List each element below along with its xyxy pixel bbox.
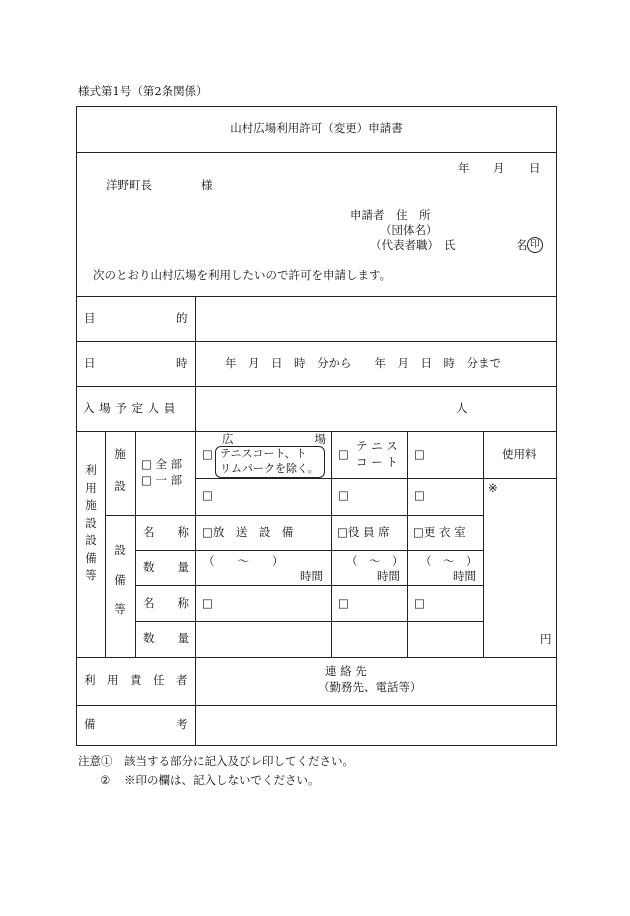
plaza-note-line2: リムパークを除く。 [220,462,319,475]
representative-label: （代表者職） [370,238,439,252]
notes-heading: 注意① [78,754,113,768]
row-divider [76,705,557,706]
label-char: 備 [85,550,97,565]
row-divider [135,621,483,622]
row-divider [76,386,557,387]
label-char: 設 [114,478,126,493]
scope-partial-checkbox[interactable]: □ 一 部 [141,473,183,487]
table-border-right [556,106,557,745]
tennis-label-line1: テ ニ ス [356,439,398,453]
attendees-label: 入 場 予 定 人 員 [83,401,176,415]
fee-unit: 円 [540,632,552,646]
seal-mark: 印 [527,237,543,253]
datetime-label: 日 時 [84,356,188,370]
row-divider [195,478,483,479]
row-divider [76,341,557,342]
address-label: 住 所 [396,208,431,222]
hours-unit: 時間 [453,569,476,583]
remarks-label: 備 考 [84,717,188,731]
tennis-court-checkbox[interactable]: □ [338,447,349,461]
section-divider [105,431,106,657]
label-char: 施 [114,447,126,461]
plaza-head-left: 広 [222,432,234,446]
row-divider [135,550,483,551]
contact-label: 連 絡 先 [325,664,367,678]
header-divider [76,296,557,297]
equipment-name-label: 名 称 [143,525,189,539]
changing-room-checkbox[interactable]: □更 衣 室 [413,525,466,539]
date-year: 年 [458,161,470,175]
column-divider [407,431,408,657]
facility-other-checkbox[interactable]: □ [414,488,425,502]
plaza-head-right: 場 [314,432,326,446]
attendees-unit: 人 [456,401,468,415]
equipment-qty-label: 数 量 [143,631,189,645]
purpose-field[interactable] [200,302,550,336]
label-char: 等 [85,568,97,582]
label-char: 設 [85,515,97,530]
title-divider [76,152,557,153]
facility-label [113,449,127,498]
row-divider [105,515,483,516]
label-char: 施 [85,498,97,512]
plaza-note-line1: テニスコート、ト [220,447,307,460]
addressee-honorific: 様 [201,178,213,192]
responsible-person-label: 利 用 責 任 者 [84,673,188,687]
blank-facility-checkbox[interactable]: □ [414,447,425,461]
equipment-other-checkbox[interactable]: □ [338,596,349,610]
note-2: ※印の欄は、記入しないでください。 [124,773,320,787]
addressee-name: 洋野町長 [106,178,152,192]
equipment-other-checkbox[interactable]: □ [414,596,425,610]
label-char: 設 [85,533,97,547]
table-border-top [76,106,557,107]
fee-column-divider [483,431,484,657]
label-char: 備 [114,572,126,587]
column-divider [331,431,332,657]
fee-reserved-mark: ※ [488,481,498,495]
time-range[interactable]: （ ～ ） [203,554,284,568]
form-number: 様式第1号（第2条関係） [78,84,208,98]
datetime-value[interactable]: 年 月 日 時 分から 年 月 日 時 分まで [225,356,501,370]
form-title: 山村広場利用許可（変更）申請書 [230,121,403,135]
officials-seat-checkbox[interactable]: □役 員 席 [337,525,390,539]
label-char: 設 [114,543,126,557]
note-1: 該当する部分に記入及びレ印してください。 [124,754,354,768]
date-month: 月 [493,161,505,175]
contact-note: （勤務先、電話等） [318,680,422,694]
broadcast-equipment-checkbox[interactable]: □放 送 設 備 [202,525,294,539]
request-sentence: 次のとおり山村広場を利用したいので許可を申請します。 [93,268,392,282]
equipment-name-label: 名 称 [143,596,189,610]
organization-label: （団体名） [380,223,438,237]
name-label-shi: 氏 [444,238,456,252]
facilities-equipment-label [84,465,98,588]
time-range[interactable]: （ ～ ） [420,554,478,568]
applicant-label: 申請者 [350,208,385,222]
equipment-other-checkbox[interactable]: □ [202,596,213,610]
row-divider [76,657,557,658]
equipment-label [113,545,127,622]
fee-divider [483,478,556,479]
scope-all-checkbox[interactable]: □ 全 部 [141,457,183,471]
table-border-bottom [76,745,557,746]
hours-unit: 時間 [300,569,323,583]
purpose-label: 目 的 [84,311,188,325]
label-column-divider [195,296,196,745]
table-border-left [76,106,77,745]
date-day: 日 [529,161,541,175]
plaza-checkbox[interactable]: □ [202,447,213,461]
section-divider [135,431,136,657]
name-label-mei: 名 [516,238,528,252]
hours-unit: 時間 [377,569,400,583]
facility-other-checkbox[interactable]: □ [338,488,349,502]
facility-other-checkbox[interactable]: □ [202,488,213,502]
remarks-field[interactable] [200,709,550,741]
note-2-mark: ② [100,773,111,787]
label-char: 利 [85,463,97,477]
label-char: 等 [114,602,126,616]
fee-label: 使用料 [502,447,537,461]
label-char: 用 [85,480,97,495]
time-range[interactable]: （ ～ ） [346,554,404,568]
row-divider [135,585,483,586]
equipment-qty-label: 数 量 [143,560,189,574]
tennis-label-line2: コ ー ト [356,455,398,469]
